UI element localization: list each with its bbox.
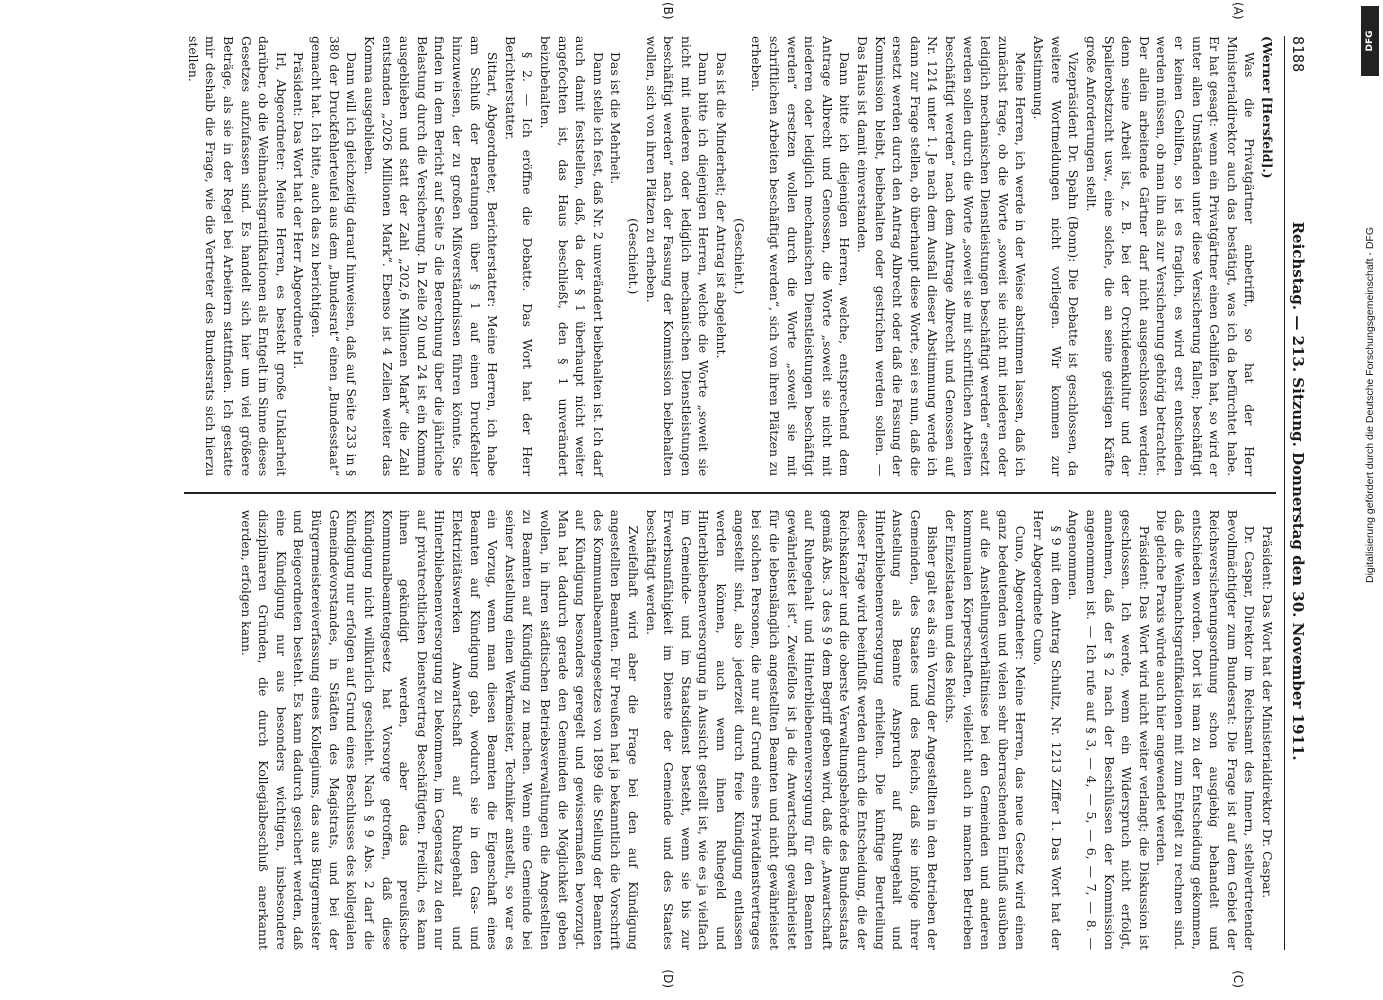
page-number: 8188	[1289, 36, 1307, 73]
paragraph: § 9 mit dem Antrag Schultz, Nr. 1213 Ziffer 1. Das Wort hat der Herr Abgeordnete Cuno.	[1031, 509, 1064, 950]
paragraph: Dann bitte ich diejenigen Herren, welche, entsprechend dem Antrage Albrecht und Genossen, die Worte „soweit sie nicht mit niederen oder lediglich mechanischen Dienstleistungen beschäftigt werden“ ersetzen wollen durch die Worte „soweit sie mit schriftlichen Arbeiten beschäftigt werden“, sich von ihren Plätzen zu erheben.	[749, 36, 853, 477]
paragraph: Das ist die Mehrheit.	[608, 52, 624, 185]
paragraph: Dann bitte ich diejenigen Herren, welche die Worte „soweit sie nicht mit niederen oder lediglich mechanischen Dienstleistungen beschäftigt werden“ nach der Fassung der Kommission beibehalten wollen, sich von ihren Plätzen zu erheben.	[643, 36, 712, 477]
margin-mark-c: (C)	[1231, 970, 1245, 988]
speaker-note: (Werner [Hersfeld].)	[1260, 36, 1275, 179]
paragraph: Sittart, Abgeordneter, Berichterstatter: Meine Herren, ich habe am Schluß der Beratungen über § 1 auf einen Druckfehler hinzuweisen, der zu großen Mißverständnissen führen könnte. Sie finden in dem Bericht auf Seite 5 die Berechnung über die jährliche Belastung durch die Versicherung. In Zeile 20 und 24 ist ein Komma ausgeblieben und statt der Zahl „202,6 Millionen Mark“ die Zahl entstanden „2026 Millionen Mark“. Ebenso ist 4 Zeilen weiter das Komma ausgeblieben.	[361, 36, 501, 477]
document-page	[45, 0, 1325, 1000]
paragraph: Cuno, Abgeordneter: Meine Herren, das neue Gesetz wird einen ganz bedeutenden und vielen sehr überraschenden Einfluß ausüben auf die Anstellungsverhältnisse bei den Gemeinden und anderen kommunalen Körperschaften, vielleicht auch in manchen Betrieben der Einzelstaaten und des Reichs.	[943, 509, 1029, 950]
paragraph: Dann will ich gleichzeitig darauf hinweisen, daß auf Seite 233 in § 380 der Druckfehlerteufel aus dem „Bundesrat“ einen „Bundesstaat“ gemacht hat. Ich bitte, auch das zu berichtigen.	[309, 36, 360, 477]
paragraph: Irl, Abgeordneter: Meine Herren, es besteht große Unklarheit darüber, ob die Weihnachtsgratifikationen als Entgelt im Sinne dieses Gesetzes aufzufassen sind. Es handelt sich hier um viel größere Beträge, als sie in der Regel bei Arbeitern stattfinden. Ich gestatte mir deshalb die Frage, wie die Vertreter des Bundesrats sich hierzu stellen.	[185, 36, 289, 477]
digitization-footer	[1361, 90, 1379, 720]
paragraph: Das ist die Minderheit; der Antrag ist abgelehnt.	[714, 52, 730, 359]
stage-direction: (Geschieht.)	[626, 217, 642, 295]
paragraph: Präsident: Das Wort hat der Herr Abgeordnete Irl.	[291, 52, 307, 370]
paragraph: Dr. Caspar, Direktor im Reichsamt des Innern, stellvertretender Bevollmächtigter zum Bundesrat: Die Frage ist auf dem Gebiet der Reichsversicherungsordnung schon ausgiebig behandelt und entschieden worden. Dort ist man zu der Entscheidung gekommen, daß die Weihnachtsgratifikationen mit zum Entgelt zu rechnen sind. Die gleiche Praxis würde auch hier angewendet werden.	[1154, 509, 1258, 950]
paragraph: Bisher galt es als ein Vorzug der Angestellten in den Betrieben der Gemeinden, des Staates und des Reichs, daß sie infolge ihrer Anstellung als Beamte Anspruch auf Ruhegehalt und Hinterbliebenenversorgung erhielten. Die künftige Beurteilung dieser Frage wird beeinflußt werden durch die Entscheidung, die der Reichskanzler und die oberste Verwaltungsbehörde des Bundesstaats gemäß Abs. 3 des § 9 dem Begriff geben wird, daß die „Anwartschaft auf Ruhegehalt und Hinterbliebenenversorgung für den Beamten gewährleistet ist“. Zweifellos ist ja die Anwartschaft gewährleistet für die lebenslänglich angestellten Beamten und nicht gewährleistet bei solchen Personen, die nur auf Grund eines Privatdienstvertrages angestellt sind, also jederzeit durch freie Kündigung entlassen werden können, auch wenn ihnen Ruhegeld und Hinterbliebenenversorgung in Aussicht gestellt ist, wie es ja vielfach im Gemeinde- und im Staatsdienst besteht, wenn sie bis zur Erwerbsunfähigkeit im Dienste der Gemeinde und des Staates beschäftigt werden.	[643, 509, 941, 950]
paragraph: Vizepräsident Dr. Spahn (Bonn): Die Debatte ist geschlossen, da weitere Wortmeldungen nicht vorliegen. Wir kommen zur Abstimmung.	[1031, 36, 1082, 477]
margin-mark-a: (A)	[1231, 2, 1245, 20]
page-header	[1284, 36, 1307, 950]
stage-direction: (Geschieht.)	[731, 217, 747, 295]
right-column	[184, 509, 1276, 988]
margin-mark-d: (D)	[661, 969, 675, 988]
left-column	[184, 2, 1276, 477]
dfg-logo-text: DFG	[1365, 30, 1375, 52]
paragraph: Was die Privatgärtner anbetrifft, so hat der Herr Ministerialdirektor auch das bestätigt, was ich da befürchtet habe. Er hat gesagt: wenn ein Privatgärtner einen Gehilfen hat, so wird er unter allen Umständen unter diese Versicherung fallen; beschäftigt er keinen Gehilfen, so ist es fraglich, es wird erst entschieden werden müssen, ob man ihn als zur Versicherung gehörig betrachtet. Der allein arbeitende Gärtner darf nicht ausgeschlossen werden; denn seine Arbeit ist, z. B. bei der Orchideenkultur und der Spalierobstzucht usw., eine solche, die an seine geistigen Kräfte große Anforderungen stellt.	[1083, 36, 1258, 477]
paragraph: Dann stelle ich fest, daß Nr. 2 unverändert beibehalten ist. Ich darf auch damit feststellen, daß, da der § 1 überhaupt nicht weiter angefochten ist, das Haus beschließt, den § 1 unverändert beizubehalten.	[538, 36, 606, 477]
paragraph: Präsident: Das Wort wird nicht weiter verlangt; die Diskussion ist geschlossen. Ich werde, wenn ein Widerspruch nicht erfolgt, annehmen, daß der § 2 nach der Beschlüssen der Kommission angenommen ist. — Ich rufe auf § 3, — 4, — 5, — 6, — 7, — 8. — Angenommen.	[1066, 509, 1152, 950]
digitization-note: Digitalisierung gefördert durch die Deutsche Forschungsgemeinschaft - DFG	[1364, 227, 1376, 584]
text-columns	[184, 2, 1276, 988]
column-rule	[184, 492, 1276, 494]
paragraph: Meine Herren, ich werde in der Weise abstimmen lassen, daß ich zunächst frage, ob die Worte „soweit sie nicht mit niederen oder lediglich mechanischen Dienstleistungen beschäftigt werden“ ersetzt werden sollen durch die Worte „soweit sie mit schriftlichen Arbeiten beschäftigt werden“ nach dem Antrage Albrecht und Genossen auf Nr. 1214 unter 1. Je nach dem Ausfall dieser Abstimmung werde ich dann zur Frage stellen, ob überhaupt diese Worte, sei es nun, daß die ersetzt werden durch den Antrag Albrecht oder daß die Fassung der Kommission bleibt, beibehalten oder gestrichen werden sollen. — Das Haus ist damit einverstanden.	[854, 36, 1029, 477]
paragraph: Zweifelhaft wird aber die Frage bei den auf Kündigung angestellten Beamten. Für Preußen hat ja bekanntlich die Vorschrift des Kommunalbeamtengesetzes von 1899 die Stellung der Beamten auf Kündigung besonders geregelt und gewissermaßen bevorzugt. Man hat dadurch gerade den Gemeinden die Möglichkeit geben wollen, in ihren städtischen Betriebsverwaltungen die Angestellten zu Beamten auf Kündigung zu machen. Wenn eine Gemeinde bei seiner Anstellung einen Werkmeister, Techniker anstellt, so war es ein Vorzug, wenn man diesen Beamten die Eigenschaft eines Beamten auf Kündigung gab, wodurch sie in den Gas- und Elektrizitätswerken Anwartschaft auf Ruhegehalt und Hinterbliebenenversorgung zu bekommen, im Gegensatz zu den nur auf privatrechtlichen Dienstvertrag Beschäftigten. Freilich, es kann ihnen gekündigt werden, aber das preußische Kommunalbeamtengesetz hat Vorsorge getroffen, daß diese Kündigung nicht willkürlich geschieht. Nach § 9 Abs. 2 darf die Kündigung nur erfolgen auf Grund eines Beschlusses des kollegialen Gemeindevorstandes, in Städten des Magistrats, und bei der Bürgermeistereiverfassung eines Kollegiums, das aus Bürgermeister und Beigeordneten besteht. Es kann dadurch gesichert werden, daß eine Kündigung nur aus besonders wichtigen, insbesondere disziplinaren Gründen, die durch Kollegialbeschluß anerkannt werden, erfolgen kann.	[238, 509, 642, 950]
page-title: Reichstag. — 213. Sitzung. Donnerstag den 30. November 1911.	[1289, 221, 1307, 761]
dfg-logo	[1361, 6, 1379, 76]
paragraph: § 2. — Ich eröffne die Debatte. Das Wort hat der Herr Berichterstatter.	[502, 36, 536, 477]
paragraph: Präsident: Das Wort hat der Ministerialdirektor Dr. Caspar.	[1260, 525, 1275, 899]
margin-mark-b: (B)	[661, 2, 675, 20]
